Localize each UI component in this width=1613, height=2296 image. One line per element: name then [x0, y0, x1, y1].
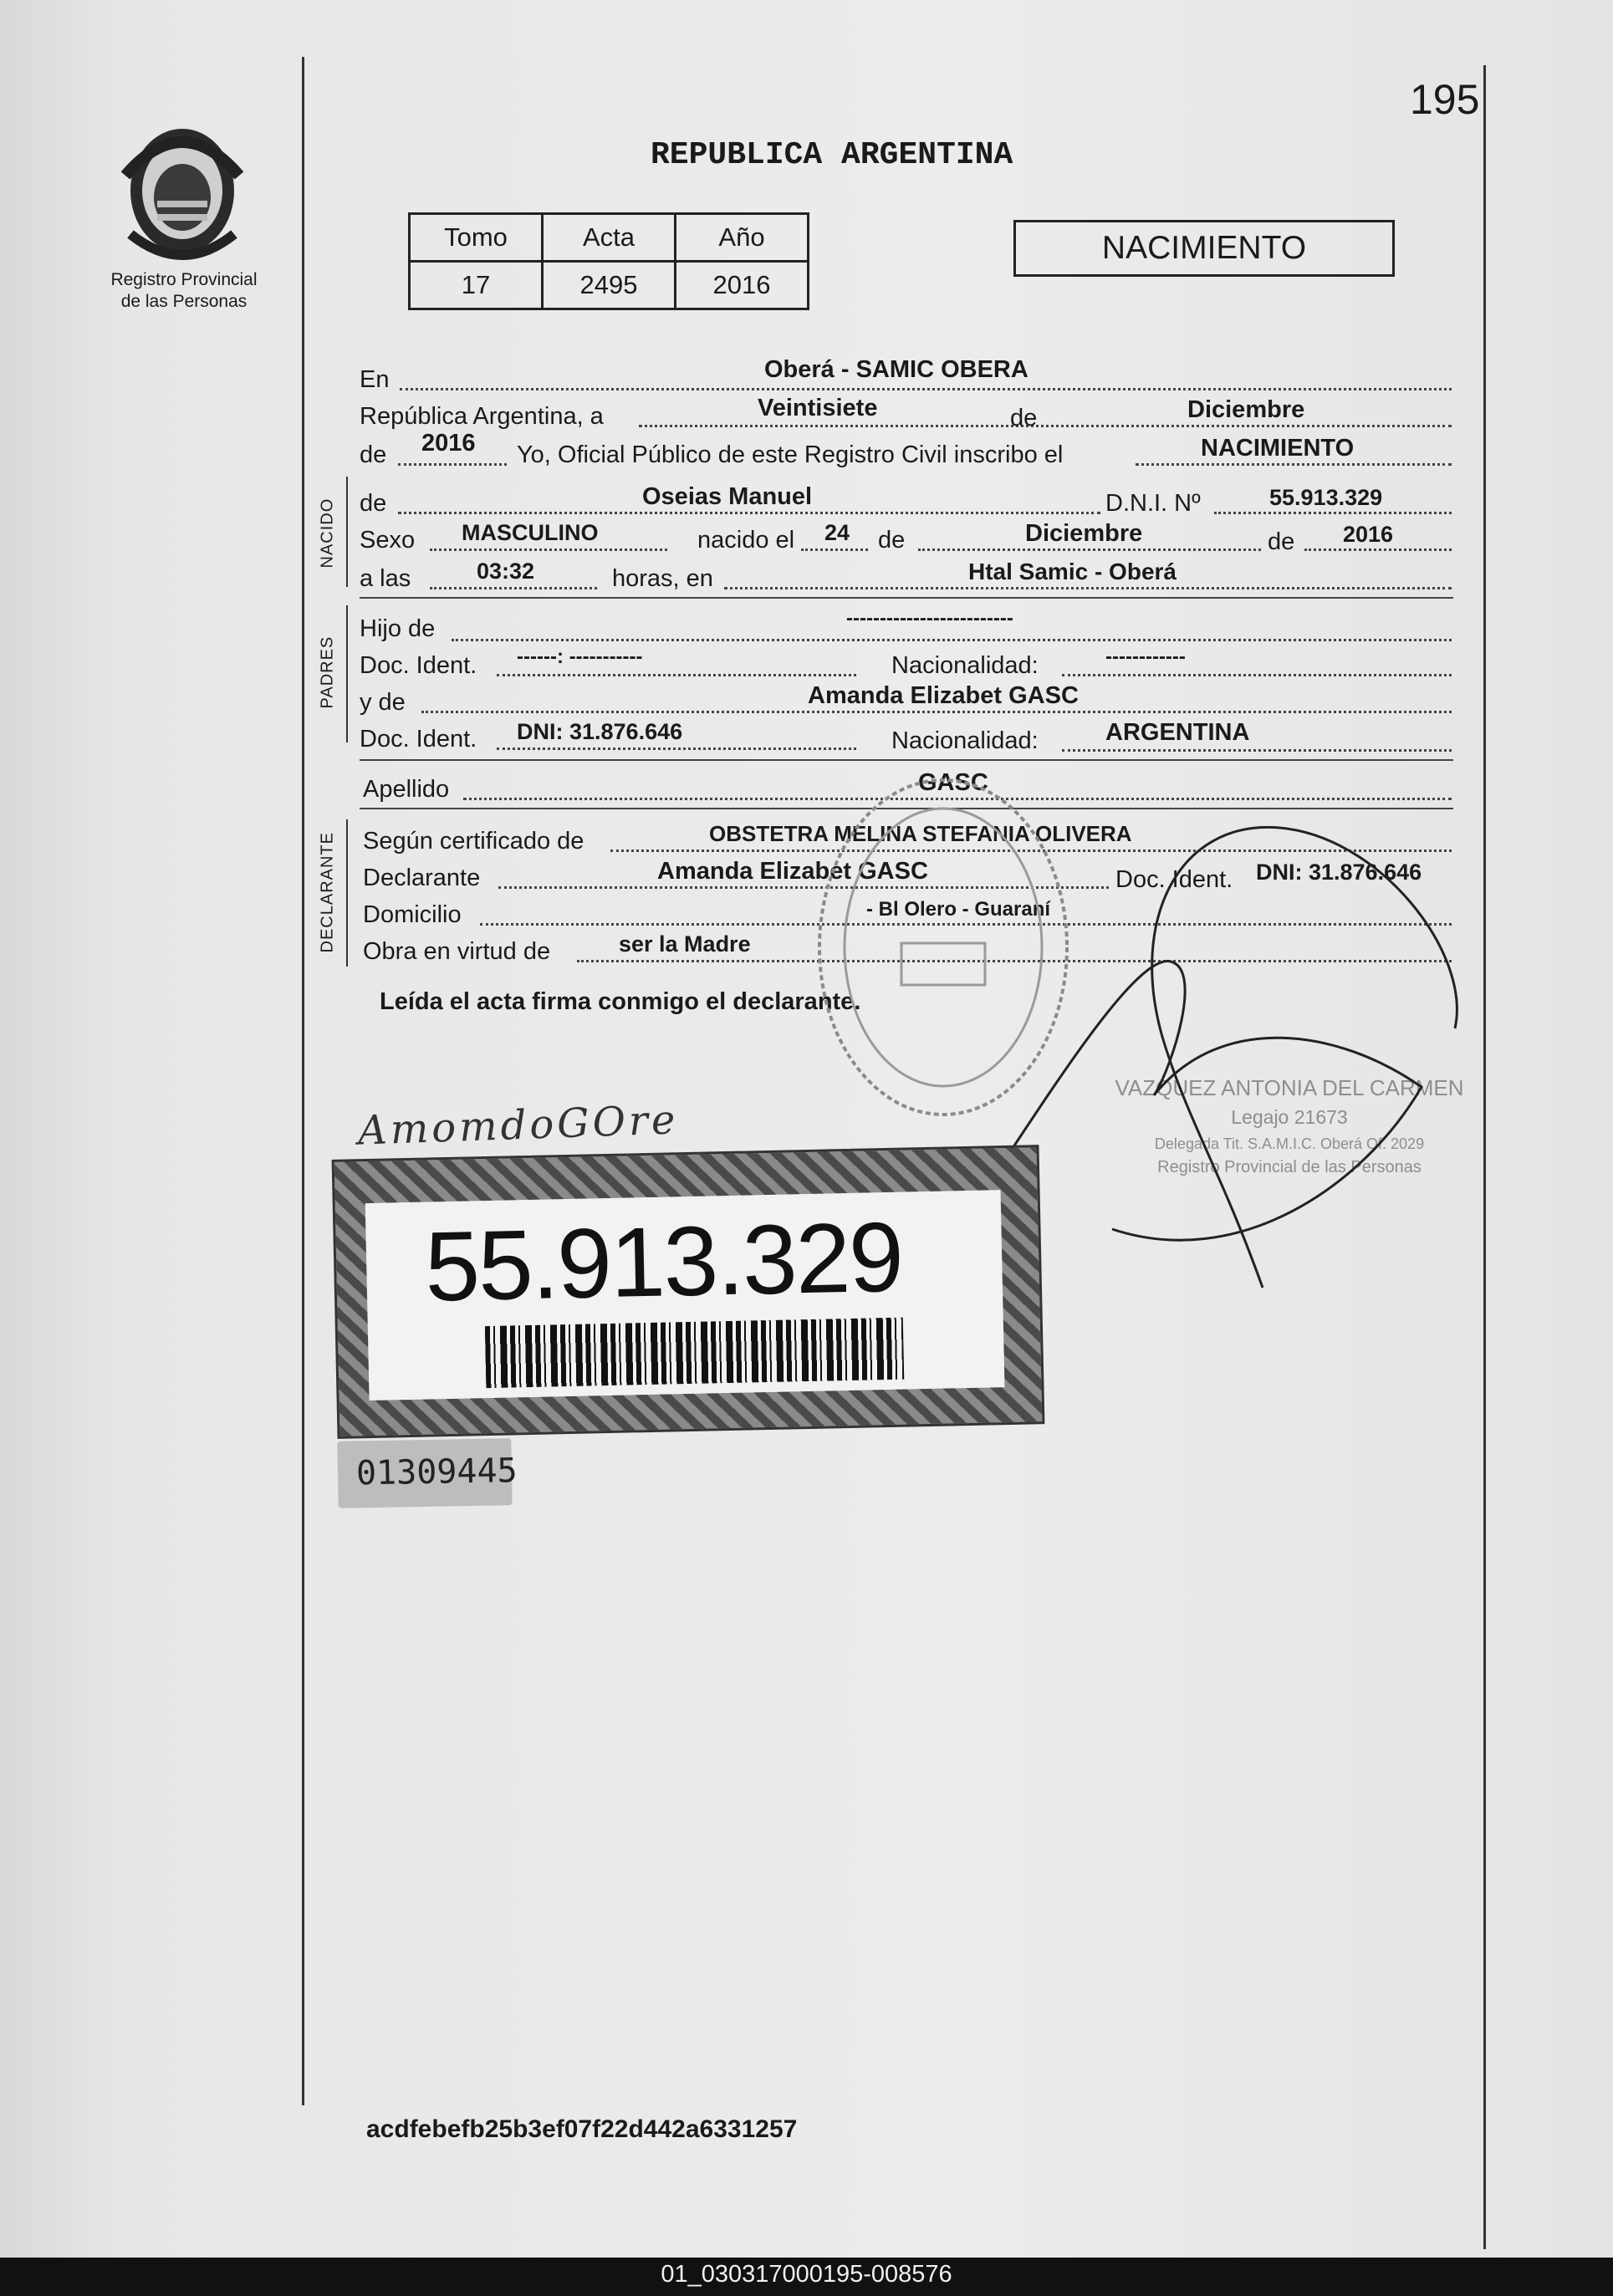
nac1-value: ------------ [1105, 645, 1186, 668]
official-name: VAZQUEZ ANTONIA DEL CARMEN [1115, 1075, 1464, 1100]
header-ano: Año [676, 214, 809, 262]
nac2-value: ARGENTINA [1105, 719, 1250, 746]
nacido-de-label: de [360, 490, 387, 517]
nacido-bracket [346, 477, 348, 587]
record-type-box: NACIMIENTO [1013, 220, 1395, 277]
de-label-3: de [878, 527, 906, 554]
de-label-4: de [1268, 528, 1295, 555]
nac2-label: Nacionalidad: [891, 727, 1039, 754]
republica-dots [639, 425, 1452, 427]
birth-month: Diciembre [1025, 520, 1143, 547]
year-dots [398, 463, 507, 466]
nac1-dots [1062, 674, 1452, 676]
declarante-bracket [346, 819, 348, 967]
serial-sticker [337, 1438, 518, 1508]
de-label-2: de [360, 441, 387, 468]
time-value: 03:32 [477, 559, 535, 584]
time-dots [430, 587, 597, 589]
doc2-dots [497, 747, 856, 750]
doc1-value: ------: ----------- [517, 645, 643, 668]
de-label-1: de [1010, 405, 1038, 431]
dni-value: 55.913.329 [1269, 485, 1383, 510]
father-value: ------------------------- [846, 607, 1013, 630]
republica-label: República Argentina, a [360, 403, 604, 430]
doc1-label: Doc. Ident. [360, 652, 477, 679]
record-table [408, 212, 809, 310]
apellido-label: Apellido [363, 776, 450, 803]
nacido-separator [360, 597, 1453, 599]
sexo-dots [430, 548, 667, 551]
hijo-de-label: Hijo de [360, 615, 436, 642]
footer-id: 01_030317000195-008576 [661, 2261, 952, 2288]
padres-section-label: PADRES [318, 635, 337, 709]
official-title: Delegada Tit. S.A.M.I.C. Oberá Of. 2029 [1154, 1135, 1425, 1152]
registry-line-1: Registro Provincial [110, 270, 258, 289]
decl-doc-value: DNI: 31.876.646 [1256, 860, 1422, 885]
province-seal [114, 117, 251, 268]
nac1-label: Nacionalidad: [891, 652, 1039, 679]
declarante-value: Amanda Elizabet GASC [657, 858, 928, 885]
registry-line-2: de las Personas [120, 292, 248, 311]
dni-label: D.N.I. Nº [1105, 490, 1201, 517]
padres-separator [360, 759, 1453, 761]
barcode-number: 55.913.329 [423, 1202, 904, 1323]
mother-value: Amanda Elizabet GASC [808, 682, 1079, 709]
place-dots [724, 587, 1452, 589]
declarante-section-label: DECLARANTE [318, 832, 337, 953]
doc2-label: Doc. Ident. [360, 726, 477, 753]
left-margin-line [302, 57, 304, 2105]
barcode-label [365, 1190, 1005, 1401]
sticker-number: 01309445 [355, 1452, 518, 1493]
nacido-el-label: nacido el [697, 527, 795, 554]
act-value: NACIMIENTO [1201, 435, 1355, 462]
place-value: Htal Samic - Oberá [968, 559, 1177, 584]
header-tomo: Tomo [410, 214, 543, 262]
decl-doc-label: Doc. Ident. [1115, 866, 1233, 893]
value-acta: 2495 [543, 262, 676, 309]
dni-dots [1214, 512, 1452, 514]
segun-label: Según certificado de [363, 828, 584, 855]
official-registry: Registro Provincial de las Personas [1157, 1158, 1422, 1176]
birth-day: 24 [824, 520, 850, 545]
declarant-signature: AmomdoGOre [357, 1096, 680, 1155]
segun-value: OBSTETRA MELINA STEFANIA OLIVERA [709, 821, 1132, 846]
yo-text: Yo, Oficial Público de este Registro Civil inscribo el [517, 441, 1064, 468]
en-value: Oberá - SAMIC OBERA [764, 356, 1029, 383]
a-las-label: a las [360, 565, 411, 592]
day-value: Veintisiete [758, 395, 878, 421]
domicilio-value: - Bl Olero - Guaraní [866, 898, 1051, 921]
month-value: Diciembre [1187, 396, 1305, 423]
father-dots [452, 639, 1452, 641]
sexo-value: MASCULINO [462, 520, 599, 545]
nac2-dots [1062, 749, 1452, 752]
horas-label: horas, en [612, 565, 713, 592]
closing-text: Leída el acta firma conmigo el declarante. [380, 988, 861, 1015]
barcode-bars [485, 1318, 904, 1388]
header-acta: Acta [543, 214, 676, 262]
apellido-value: GASC [918, 769, 988, 796]
mother-dots [421, 711, 1452, 713]
obra-value: ser la Madre [619, 931, 751, 957]
day-dots [801, 548, 868, 551]
official-legajo: Legajo 21673 [1231, 1106, 1348, 1128]
value-tomo: 17 [410, 262, 543, 309]
en-dots [400, 388, 1452, 390]
declarante-label: Declarante [363, 865, 481, 891]
en-label: En [360, 366, 390, 393]
sexo-label: Sexo [360, 527, 416, 554]
doc2-value: DNI: 31.876.646 [517, 719, 683, 744]
birth-year-dots [1304, 548, 1452, 551]
birth-month-dots [918, 548, 1261, 551]
right-margin-line [1483, 65, 1486, 2249]
child-name: Oseias Manuel [642, 483, 813, 510]
year-value: 2016 [421, 430, 476, 457]
doc1-dots [497, 674, 856, 676]
barcode-label-frame [332, 1145, 1045, 1439]
document-title: REPUBLICA ARGENTINA [651, 137, 1013, 173]
birth-year: 2016 [1343, 522, 1394, 547]
official-signature [987, 819, 1472, 1304]
domicilio-label: Domicilio [363, 901, 462, 928]
padres-bracket [346, 605, 348, 742]
nacido-section-label: NACIDO [318, 497, 337, 569]
name-dots [398, 512, 1100, 514]
document-hash: acdfebefb25b3ef07f22d442a6331257 [366, 2115, 798, 2143]
registry-name [92, 269, 276, 313]
y-de-label: y de [360, 689, 406, 716]
act-dots [1136, 463, 1452, 466]
value-ano: 2016 [676, 262, 809, 309]
obra-label: Obra en virtud de [363, 938, 551, 965]
page-number: 195 [1410, 76, 1480, 123]
